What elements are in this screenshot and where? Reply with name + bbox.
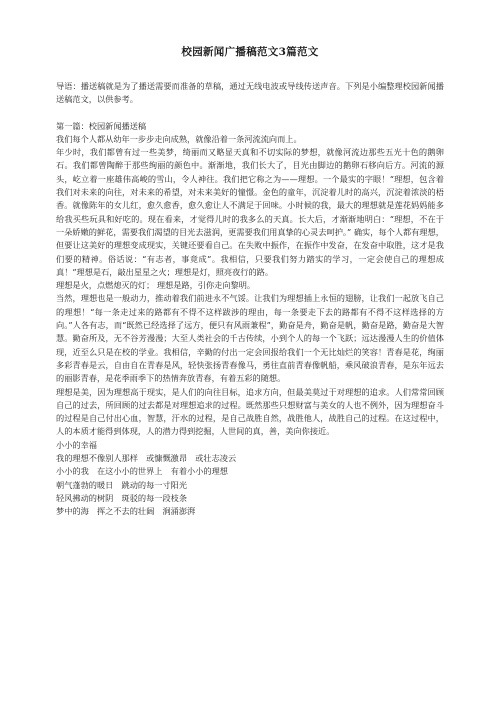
poem-title: 小小的幸福	[56, 439, 97, 450]
body-paragraph: 当然，理想也是一般动力，推动着我们前进永不气馁。让我们为理想插上永恒的翅膀，让我们一起放飞自己的理想！“每一条走过来的路都有不得不这样跋涉的理由，每一条要走下去的路都有不得不这样选择的方向。”人各有志，而“既然已经选择了远方，便只有风雨兼程”，勤奋是舟，勤奋是帆，勤奋是路，勤奋是大智慧。勤奋所及，无不谷芳漫漫；大至人类社会的千古传续，小到个人的每一个飞跃；远达漫漫人生的价值体现，近至么只是在校的学业。我相信，辛勤的付出一定会回报给我们一个无比灿烂的笑容！青春是花，绚丽多彩青春是云，自由自在青春是风，轻快张扬青春像马，勇往直前青春像帆船，乘风破浪青春，是东年远去的丽影青春，是花季雨季下的热情奔放青春，有着五彩的随想。	[56, 293, 444, 384]
spacer	[56, 107, 444, 120]
poem-line: 轻风拂动的树阴 斑驳的每一段枝条	[56, 492, 188, 503]
body-paragraph: 年少时，我们都曾有过一些美梦，绮丽而又略显天真和不切实际的梦想，就像河流边那些五光十色的鹅卵石。我们都曾陶醉于那些绚丽的颜色中。渐渐地，我们长大了，目光由脚边的鹅卵石移向后方。河流的源头，屹立着一座雄伟高峻的雪山，令人神往。我们把它称之为——理想。一个最实的字眼！“理想，包含着我们对未来的向往，对未来的希望，对未来美好的憧憬。金色的童年，沉淀着儿时的高兴，沉淀着浓淡的梧香。就像陈年的女儿红，愈久愈香，愈久愈让人不满足于回味。小时候的我，最大的理想就是莲花妈妈能多给我买些玩具和好吃的。现在看来，才觉得儿时的我多么的天真。长大后，才渐渐地明白：“理想，不在于一朵娇嫩的鲜花，需要我们渴望的目光去滋润，更需要我们用真挚的心灵去呵护。” 确实，每个人都有理想，但要让这美好的理想变成现实，关键还要看自己。在失败中振作，在振作中发奋，在发奋中取胜，这才是我们要的精神。俗话说：“有志者，事竟成”。我相信，只要我们努力踏实的学习，一定会使自己的理想成真！”理想是石，敲出星星之火；理想是灯，照亮夜行的路。	[56, 147, 444, 277]
document-title: 校园新闻广播稿范文3篇范文	[181, 46, 319, 58]
poem-line: 小小的我 在这小小的世界上 有着小小的理想	[56, 466, 228, 477]
document-body	[56, 80, 444, 519]
body-paragraph: 我们每个人都从幼年一步步走向成熟，就像沿着一条河流流向而上。	[56, 133, 302, 144]
section-heading: 第一篇：校园新闻播送稿	[56, 120, 147, 131]
body-paragraph: 理想是美，因为理想高于现实，是人们的向往目标，追求方向，但最美莫过于对理想的追求。人们常常回顾自己的过去，所回顾的过去都是对理想追求的过程。既然那些只想财富与美女的人也不例外，因为理想奋斗的过程是自己付出心血，智慧，汗水的过程，是自己战胜自然，战胜他人，战胜自己的过程。在这过程中，人的本质才能得到体现，人的潜力得到挖掘，人世间的真，善，美向你接近。	[56, 386, 444, 437]
intro-paragraph: 导语：播送稿就是为了播送需要而准备的草稿，通过无线电波或导线传送声音。下列是小编整理校园新闻播送稿范文，以供参考。	[56, 81, 444, 105]
body-paragraph: 理想是火，点燃熄灭的灯； 理想是路，引你走向黎明。	[56, 280, 256, 291]
poem-line: 朝气蓬勃的暖日 跳动的每一寸阳光	[56, 479, 188, 490]
poem-block	[56, 439, 444, 519]
poem-line: 我的理想不像别人那样 或慷慨激昂 或壮志凌云	[56, 453, 237, 464]
poem-line: 梦中的海 挥之不去的壮阔 涧涌澎湃	[56, 506, 196, 517]
